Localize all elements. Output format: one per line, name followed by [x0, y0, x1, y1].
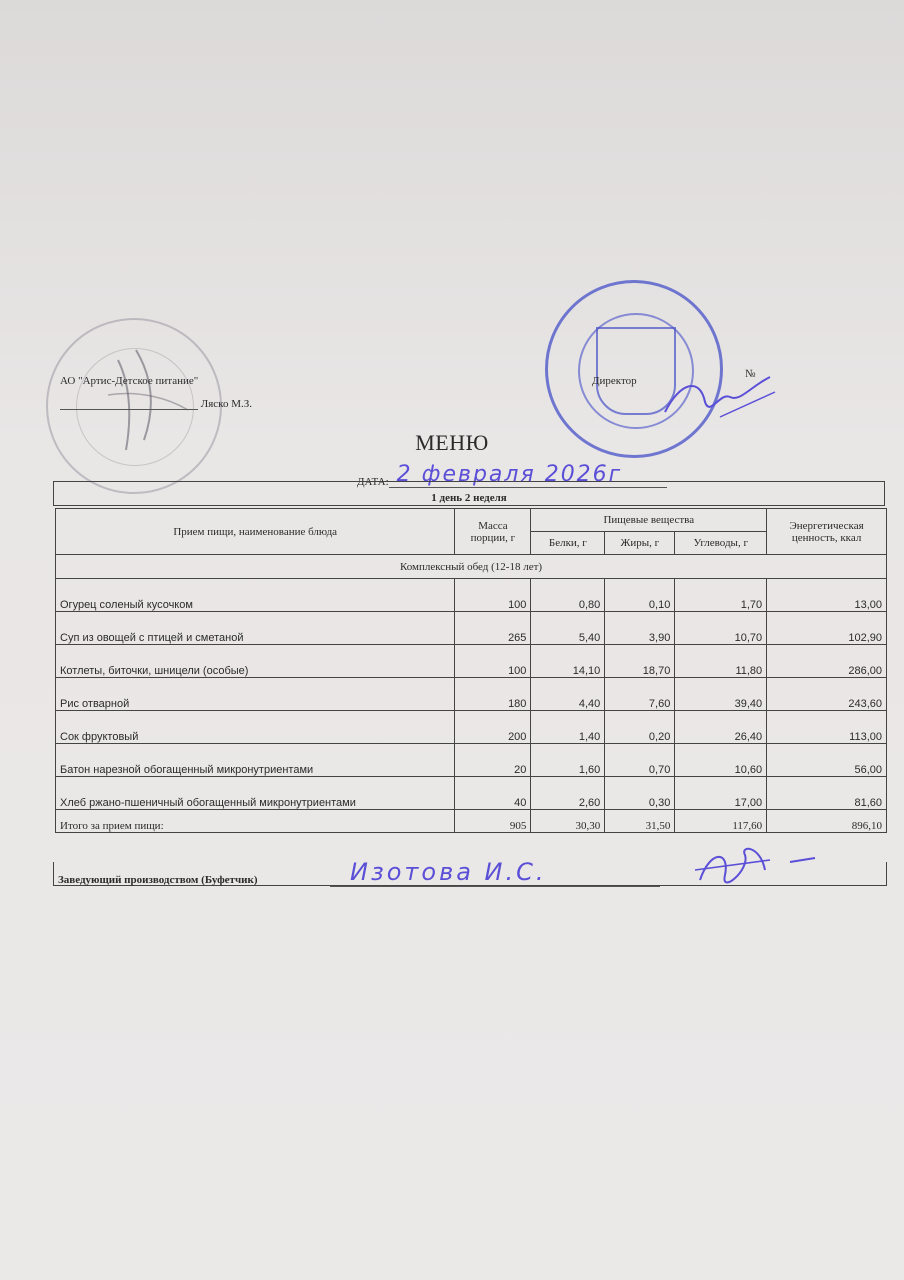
total-row	[56, 810, 887, 833]
footer-signature-icon	[690, 840, 820, 900]
dish-name: Сок фруктовый	[56, 711, 455, 744]
dish-protein: 1,60	[531, 744, 605, 777]
table-row	[56, 777, 887, 810]
dish-fat: 3,90	[605, 612, 675, 645]
dish-carbs: 39,40	[675, 678, 767, 711]
dish-energy: 81,60	[767, 777, 887, 810]
dish-mass: 200	[455, 711, 531, 744]
dish-name: Котлеты, биточки, шницели (особые)	[56, 645, 455, 678]
dish-protein: 2,60	[531, 777, 605, 810]
dish-mass: 20	[455, 744, 531, 777]
week-label: 1 день 2 неделя	[53, 481, 885, 506]
table-row	[56, 579, 887, 612]
date-value: 2 февраля 2026г	[389, 462, 667, 488]
dish-fat: 7,60	[605, 678, 675, 711]
date-label: ДАТА:	[357, 476, 389, 488]
dish-fat: 0,30	[605, 777, 675, 810]
dish-mass: 40	[455, 777, 531, 810]
dish-energy: 13,00	[767, 579, 887, 612]
section-title: Комплексный обед (12-18 лет)	[56, 555, 887, 579]
footer-label: Заведующий производством (Буфетчик)	[58, 874, 258, 886]
supplier-signer	[60, 398, 252, 410]
total-mass: 905	[455, 810, 531, 833]
menu-table	[55, 508, 887, 833]
dish-energy: 113,00	[767, 711, 887, 744]
dish-carbs: 10,60	[675, 744, 767, 777]
dish-protein: 0,80	[531, 579, 605, 612]
director-signature-icon	[660, 372, 780, 422]
dish-carbs: 11,80	[675, 645, 767, 678]
dish-fat: 18,70	[605, 645, 675, 678]
dish-protein: 5,40	[531, 612, 605, 645]
table-row	[56, 645, 887, 678]
number-sign: №	[745, 368, 756, 380]
director-label: Директор	[592, 375, 637, 387]
dish-fat: 0,70	[605, 744, 675, 777]
dish-protein: 1,40	[531, 711, 605, 744]
header-energy: Энергетическая ценность, ккал	[767, 509, 887, 555]
dish-energy: 102,90	[767, 612, 887, 645]
table-row	[56, 612, 887, 645]
supplier-org: АО "Артис-Детское питание"	[60, 375, 199, 387]
dish-carbs: 17,00	[675, 777, 767, 810]
dish-energy: 243,60	[767, 678, 887, 711]
total-protein: 30,30	[531, 810, 605, 833]
header-carbs: Углеводы, г	[675, 532, 767, 555]
table-row	[56, 711, 887, 744]
page-title: МЕНЮ	[415, 430, 489, 455]
dish-fat: 0,20	[605, 711, 675, 744]
dish-protein: 4,40	[531, 678, 605, 711]
header-nutrients: Пищевые вещества	[531, 509, 767, 532]
dish-carbs: 10,70	[675, 612, 767, 645]
dish-energy: 56,00	[767, 744, 887, 777]
table-row	[56, 744, 887, 777]
dish-fat: 0,10	[605, 579, 675, 612]
dish-mass: 100	[455, 579, 531, 612]
dish-carbs: 26,40	[675, 711, 767, 744]
dish-energy: 286,00	[767, 645, 887, 678]
dish-name: Хлеб ржано-пшеничный обогащенный микронутриентами	[56, 777, 455, 810]
header-fat: Жиры, г	[605, 532, 675, 555]
dish-name: Рис отварной	[56, 678, 455, 711]
dish-carbs: 1,70	[675, 579, 767, 612]
dish-name: Огурец соленый кусочком	[56, 579, 455, 612]
footer-signer-name: Изотова И.С.	[330, 858, 660, 887]
dish-name: Суп из овощей с птицей и сметаной	[56, 612, 455, 645]
header-name: Прием пищи, наименование блюда	[56, 509, 455, 555]
dish-protein: 14,10	[531, 645, 605, 678]
supplier-signer-name: Ляско М.З.	[200, 398, 252, 410]
header-mass: Масса порции, г	[455, 509, 531, 555]
dish-mass: 265	[455, 612, 531, 645]
table-row	[56, 678, 887, 711]
total-label: Итого за прием пищи:	[56, 810, 455, 833]
dish-name: Батон нарезной обогащенный микронутриентами	[56, 744, 455, 777]
total-carbs: 117,60	[675, 810, 767, 833]
dish-mass: 180	[455, 678, 531, 711]
total-energy: 896,10	[767, 810, 887, 833]
total-fat: 31,50	[605, 810, 675, 833]
dish-mass: 100	[455, 645, 531, 678]
header-protein: Белки, г	[531, 532, 605, 555]
